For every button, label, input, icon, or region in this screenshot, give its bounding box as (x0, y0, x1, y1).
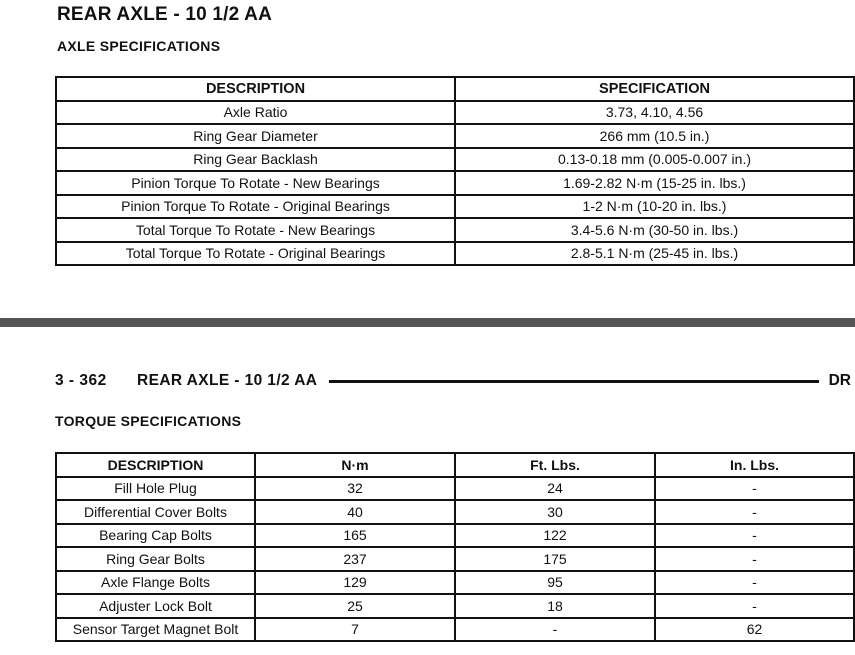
cell-ft-lbs: 24 (455, 477, 655, 501)
table-row (56, 547, 854, 571)
cell-specification: 2.8-5.1 N·m (25-45 in. lbs.) (455, 242, 854, 266)
cell-nm: 7 (255, 618, 455, 642)
cell-specification: 0.13-0.18 mm (0.005-0.007 in.) (455, 148, 854, 172)
column-header-description: DESCRIPTION (56, 77, 455, 101)
cell-description: Pinion Torque To Rotate - Original Bearings (56, 195, 455, 219)
table-row (56, 218, 854, 242)
table-row (56, 171, 854, 195)
cell-in-lbs: - (655, 500, 854, 524)
cell-specification: 1-2 N·m (10-20 in. lbs.) (455, 195, 854, 219)
torque-specifications-table (55, 452, 855, 642)
cell-description: Differential Cover Bolts (56, 500, 255, 524)
running-header-title: REAR AXLE - 10 1/2 AA (137, 372, 318, 389)
column-header-description: DESCRIPTION (56, 453, 255, 477)
table-row (56, 571, 854, 595)
cell-description: Axle Flange Bolts (56, 571, 255, 595)
cell-description: Axle Ratio (56, 101, 455, 125)
table-row (56, 524, 854, 548)
cell-description: Pinion Torque To Rotate - New Bearings (56, 171, 455, 195)
cell-description: Bearing Cap Bolts (56, 524, 255, 548)
cell-nm: 129 (255, 571, 455, 595)
cell-description: Fill Hole Plug (56, 477, 255, 501)
column-header-in-lbs: In. Lbs. (655, 453, 854, 477)
page-divider (0, 318, 855, 327)
table-row (56, 148, 854, 172)
section-title-torque-specifications: TORQUE SPECIFICATIONS (55, 413, 242, 429)
cell-ft-lbs: 18 (455, 594, 655, 618)
cell-ft-lbs: - (455, 618, 655, 642)
cell-description: Adjuster Lock Bolt (56, 594, 255, 618)
cell-nm: 165 (255, 524, 455, 548)
column-header-specification: SPECIFICATION (455, 77, 854, 101)
column-header-nm: N·m (255, 453, 455, 477)
table-header-row (56, 453, 854, 477)
cell-specification: 266 mm (10.5 in.) (455, 124, 854, 148)
cell-in-lbs: - (655, 571, 854, 595)
cell-nm: 25 (255, 594, 455, 618)
cell-description: Ring Gear Diameter (56, 124, 455, 148)
table-row (56, 500, 854, 524)
column-header-ft-lbs: Ft. Lbs. (455, 453, 655, 477)
axle-specifications-table (55, 76, 855, 266)
table-header-row (56, 77, 854, 101)
cell-nm: 32 (255, 477, 455, 501)
section-title-axle-specifications: AXLE SPECIFICATIONS (57, 38, 221, 54)
cell-description: Ring Gear Bolts (56, 547, 255, 571)
table-row (56, 477, 854, 501)
cell-specification: 3.73, 4.10, 4.56 (455, 101, 854, 125)
table-row (56, 594, 854, 618)
table-row (56, 124, 854, 148)
section-code: DR (828, 372, 851, 389)
cell-in-lbs: - (655, 524, 854, 548)
cell-description: Sensor Target Magnet Bolt (56, 618, 255, 642)
cell-description: Ring Gear Backlash (56, 148, 455, 172)
running-header (55, 372, 851, 392)
table-row (56, 195, 854, 219)
cell-ft-lbs: 175 (455, 547, 655, 571)
page-number: 3 - 362 (55, 372, 107, 389)
cell-description: Total Torque To Rotate - New Bearings (56, 218, 455, 242)
cell-ft-lbs: 95 (455, 571, 655, 595)
cell-in-lbs: - (655, 594, 854, 618)
table-row (56, 242, 854, 266)
header-rule (329, 380, 819, 383)
table-row (56, 101, 854, 125)
cell-ft-lbs: 122 (455, 524, 655, 548)
cell-ft-lbs: 30 (455, 500, 655, 524)
cell-description: Total Torque To Rotate - Original Bearings (56, 242, 455, 266)
cell-nm: 237 (255, 547, 455, 571)
cell-in-lbs: 62 (655, 618, 854, 642)
table-row (56, 618, 854, 642)
cell-specification: 1.69-2.82 N·m (15-25 in. lbs.) (455, 171, 854, 195)
cell-in-lbs: - (655, 547, 854, 571)
page-title: REAR AXLE - 10 1/2 AA (57, 4, 273, 25)
cell-specification: 3.4-5.6 N·m (30-50 in. lbs.) (455, 218, 854, 242)
cell-nm: 40 (255, 500, 455, 524)
cell-in-lbs: - (655, 477, 854, 501)
